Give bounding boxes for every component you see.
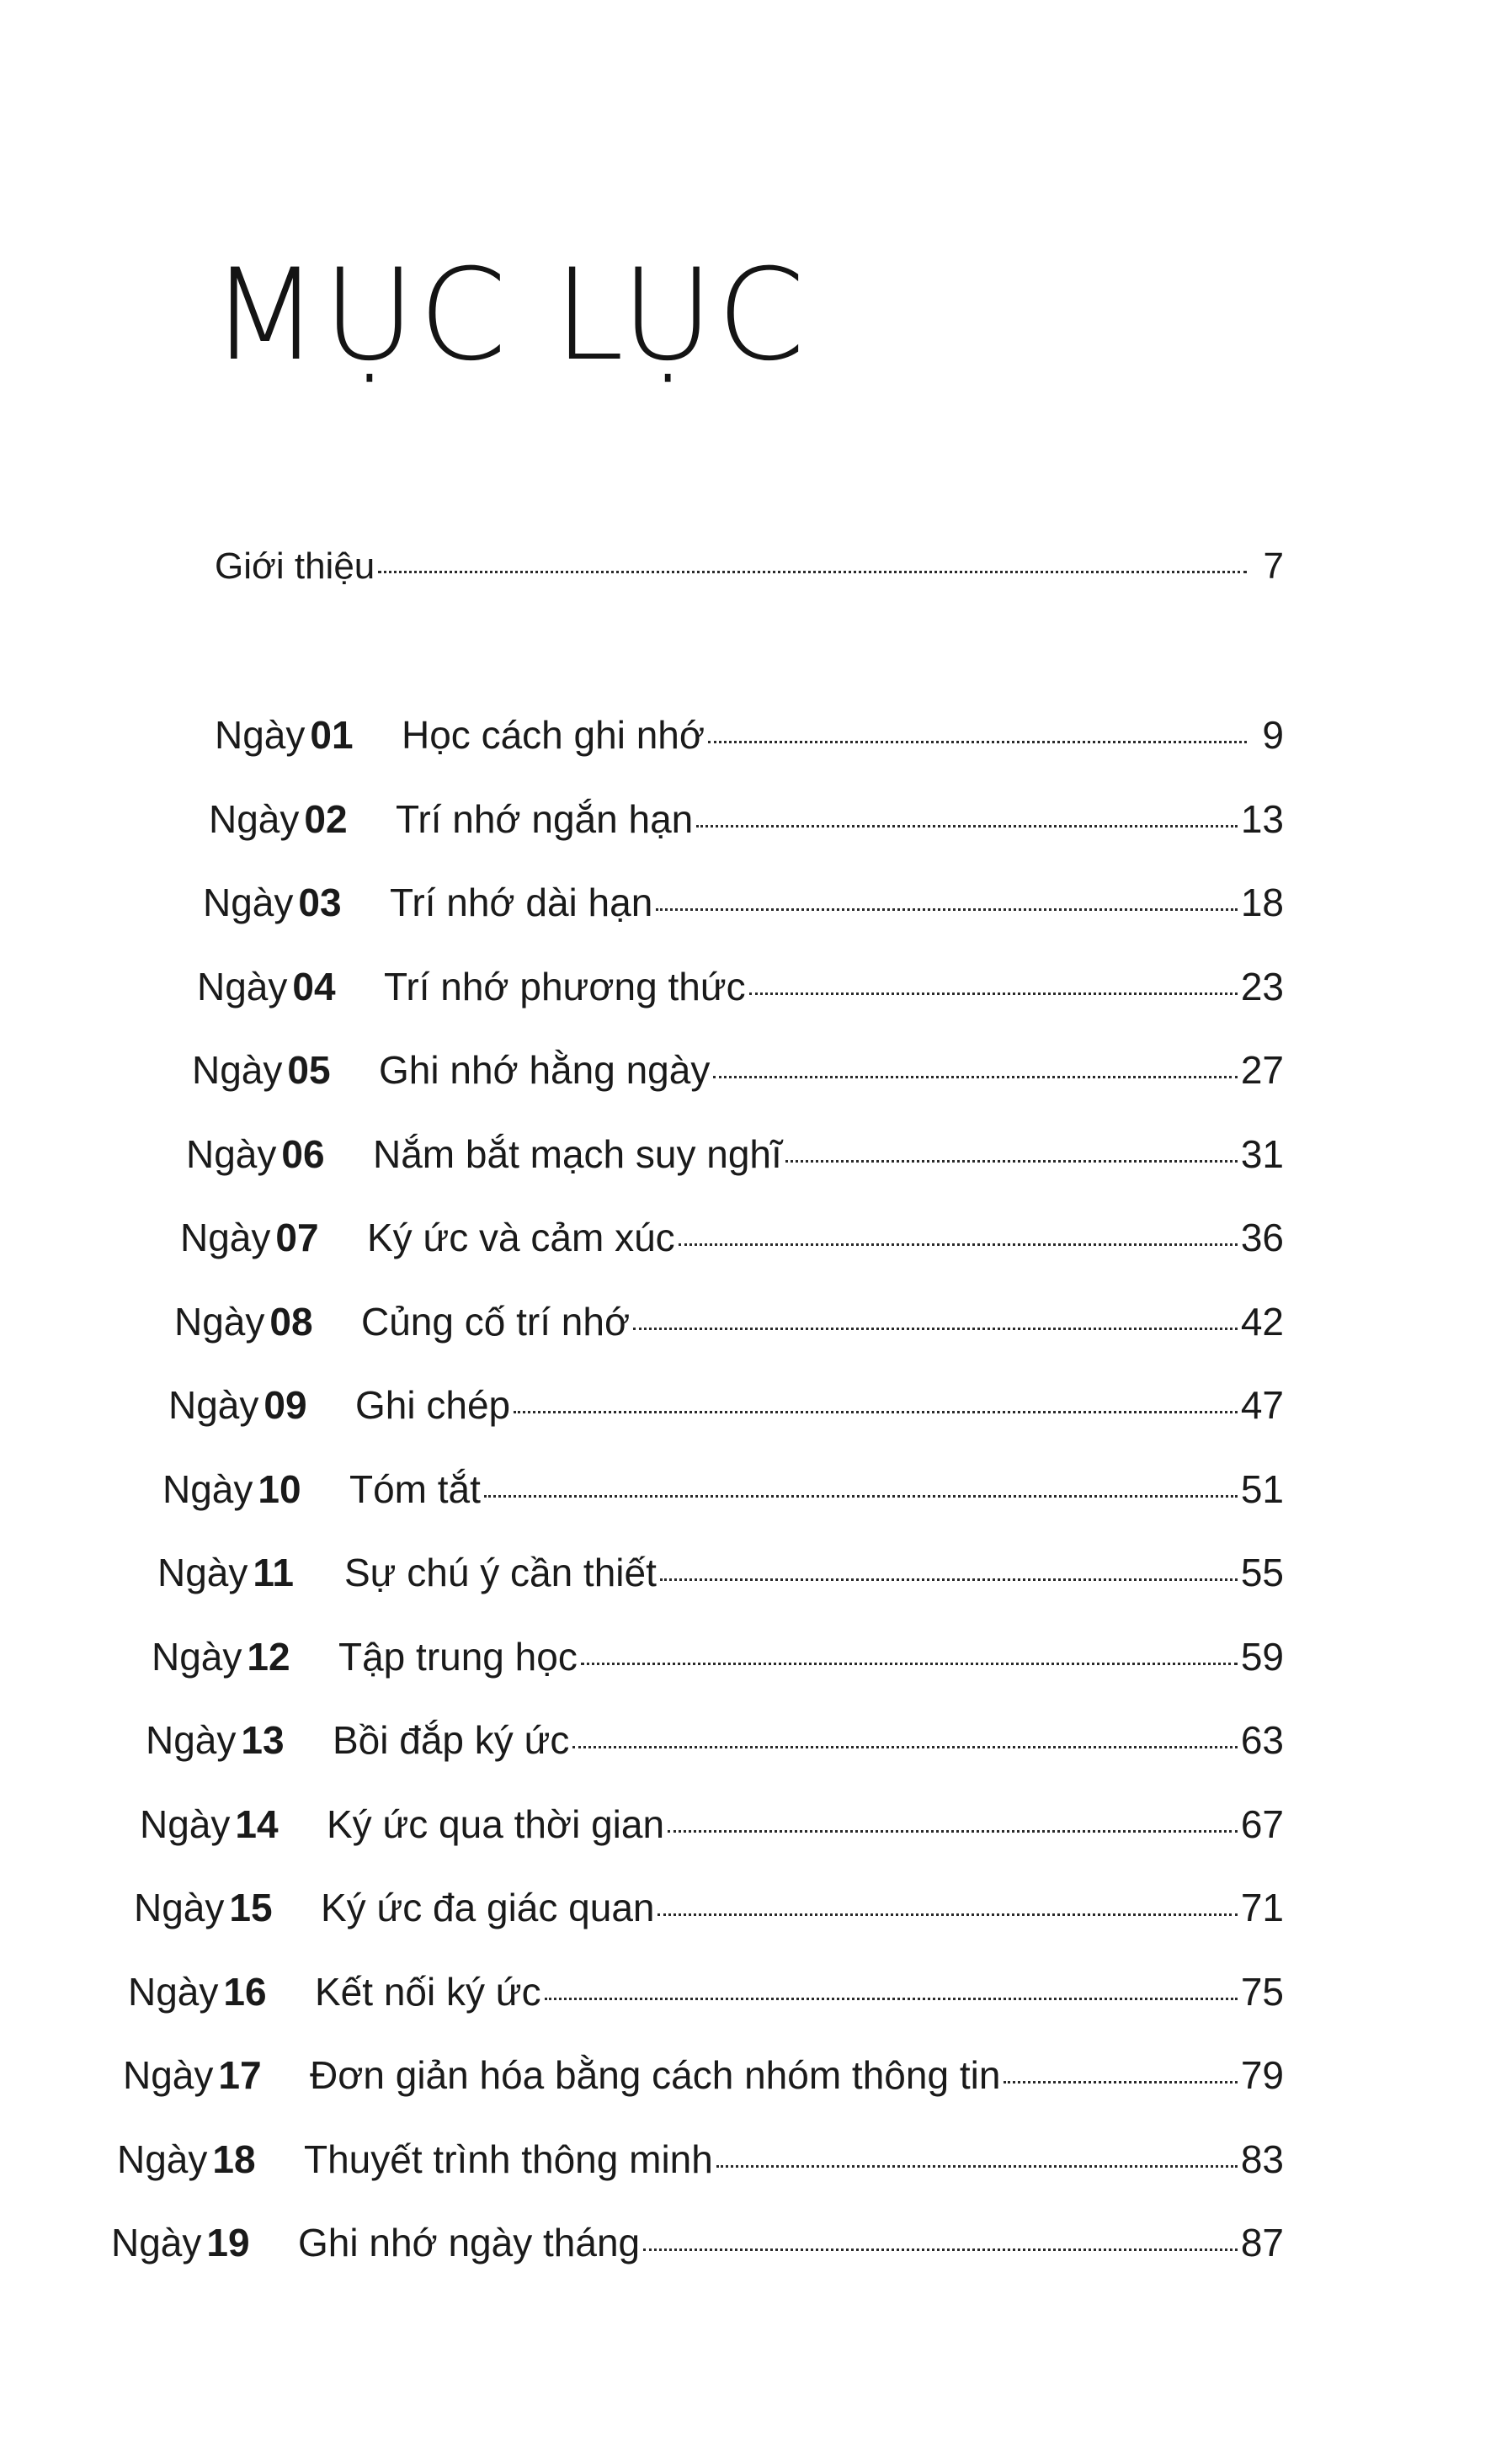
toc-entry[interactable]	[128, 1969, 1284, 2028]
dot-leader	[633, 1328, 1238, 1330]
chapter-title: Ghi chép	[355, 1383, 511, 1427]
page-number: 59	[1240, 1635, 1284, 1679]
day-label	[117, 2137, 304, 2182]
day-label	[123, 2052, 310, 2098]
page-number: 18	[1240, 881, 1284, 924]
day-label	[128, 1969, 315, 2014]
toc-entry[interactable]	[146, 1717, 1284, 1776]
page-number: 36	[1240, 1216, 1284, 1259]
toc-entry[interactable]	[157, 1550, 1284, 1609]
chapter-title: Trí nhớ ngắn hạn	[396, 797, 694, 841]
day-number: 04	[292, 965, 336, 1008]
toc-entry[interactable]	[174, 1299, 1284, 1358]
dot-leader	[679, 1243, 1238, 1246]
day-label	[174, 1299, 361, 1344]
day-number: 07	[275, 1216, 319, 1259]
page-number: 79	[1240, 2053, 1284, 2097]
day-word: Ngày	[134, 1886, 225, 1929]
day-label	[186, 1131, 373, 1177]
chapter-title: Thuyết trình thông minh	[304, 2137, 713, 2181]
day-word: Ngày	[186, 1132, 277, 1176]
dot-leader	[545, 1998, 1238, 2000]
page-title: MỤC LỤC	[210, 242, 809, 389]
dot-leader	[668, 1830, 1238, 1833]
dot-leader	[708, 741, 1247, 743]
page-number: 87	[1240, 2221, 1284, 2264]
chapter-title: Ghi nhớ hằng ngày	[379, 1048, 711, 1092]
day-label	[192, 1047, 379, 1093]
dot-leader	[1004, 2081, 1237, 2083]
day-label	[180, 1215, 367, 1260]
page-number: 83	[1240, 2137, 1284, 2181]
day-number: 16	[223, 1970, 267, 2014]
toc-entry[interactable]	[192, 1047, 1284, 1106]
day-label	[203, 880, 390, 925]
chapter-title: Ghi nhớ ngày tháng	[298, 2221, 641, 2264]
dot-leader	[713, 1076, 1237, 1078]
page-number: 71	[1240, 1886, 1284, 1929]
page-number: 55	[1240, 1551, 1284, 1594]
chapter-title: Trí nhớ dài hạn	[390, 881, 653, 924]
dot-leader	[716, 2165, 1238, 2168]
intro-page-number: 7	[1263, 545, 1284, 587]
toc-entry[interactable]	[180, 1215, 1284, 1274]
day-word: Ngày	[162, 1467, 253, 1511]
day-word: Ngày	[157, 1551, 248, 1594]
chapter-title: Trí nhớ phương thức	[384, 965, 746, 1008]
chapter-title: Nắm bắt mạch suy nghĩ	[373, 1132, 782, 1176]
chapter-title: Ký ức đa giác quan	[321, 1886, 655, 1929]
toc-entry[interactable]	[197, 964, 1284, 1023]
day-label	[146, 1717, 333, 1763]
chapter-title: Tóm tắt	[349, 1467, 481, 1511]
day-word: Ngày	[192, 1048, 283, 1092]
day-word: Ngày	[209, 797, 300, 841]
day-word: Ngày	[197, 965, 288, 1008]
dot-leader	[785, 1160, 1238, 1163]
day-number: 02	[304, 797, 348, 841]
chapter-title: Tập trung học	[338, 1635, 578, 1679]
toc-intro-entry[interactable]	[215, 545, 1284, 588]
dot-leader	[658, 1913, 1237, 1916]
toc-entry[interactable]	[209, 796, 1284, 855]
chapter-title: Sự chú ý cần thiết	[344, 1551, 657, 1594]
page-number: 51	[1240, 1467, 1284, 1511]
day-label	[197, 964, 384, 1009]
day-word: Ngày	[146, 1718, 237, 1762]
day-number: 18	[212, 2137, 256, 2181]
day-word: Ngày	[152, 1635, 242, 1679]
day-label	[134, 1885, 321, 1930]
chapter-title: Đơn giản hóa bằng cách nhóm thông tin	[310, 2053, 1001, 2097]
dot-leader	[696, 825, 1238, 828]
day-word: Ngày	[140, 1802, 231, 1846]
toc-entry[interactable]	[117, 2137, 1284, 2195]
dot-leader	[643, 2248, 1238, 2251]
toc-entry[interactable]	[215, 712, 1284, 771]
day-label	[152, 1634, 338, 1679]
toc-entry[interactable]	[162, 1466, 1284, 1525]
dot-leader	[484, 1495, 1238, 1498]
day-number: 17	[218, 2053, 262, 2097]
day-label	[162, 1466, 349, 1512]
page-number: 27	[1240, 1048, 1284, 1092]
chapter-title: Kết nối ký ức	[315, 1970, 541, 2014]
day-number: 13	[241, 1718, 285, 1762]
dot-leader	[656, 908, 1238, 911]
page-number: 42	[1240, 1300, 1284, 1344]
dot-leader	[749, 993, 1238, 995]
dot-leader	[660, 1578, 1238, 1581]
day-label	[168, 1382, 355, 1428]
dot-leader	[572, 1746, 1237, 1748]
toc-entry[interactable]	[140, 1801, 1284, 1860]
chapter-title: Ký ức qua thời gian	[327, 1802, 665, 1846]
intro-label: Giới thiệu	[215, 545, 375, 587]
day-word: Ngày	[180, 1216, 271, 1259]
day-label	[111, 2220, 298, 2265]
day-label	[140, 1801, 327, 1847]
day-label	[209, 796, 396, 842]
chapter-title: Học cách ghi nhớ	[402, 713, 705, 757]
day-word: Ngày	[215, 713, 306, 757]
day-label	[157, 1550, 344, 1595]
day-number: 03	[298, 881, 342, 924]
day-number: 10	[258, 1467, 301, 1511]
chapter-title: Bồi đắp ký ức	[333, 1718, 570, 1762]
toc-entry[interactable]	[168, 1382, 1284, 1441]
day-word: Ngày	[203, 881, 294, 924]
day-word: Ngày	[111, 2221, 202, 2264]
page-number: 75	[1240, 1970, 1284, 2014]
day-number: 15	[229, 1886, 273, 1929]
day-number: 01	[310, 713, 354, 757]
toc-entry[interactable]	[203, 880, 1284, 939]
day-word: Ngày	[128, 1970, 219, 2014]
page-number: 9	[1262, 713, 1284, 757]
dot-leader	[514, 1411, 1238, 1413]
page-number: 63	[1240, 1718, 1284, 1762]
page-number: 23	[1240, 965, 1284, 1008]
toc-entry[interactable]	[123, 2052, 1284, 2111]
day-number: 05	[287, 1048, 331, 1092]
chapter-title: Củng cố trí nhớ	[361, 1300, 631, 1344]
toc-entry[interactable]	[111, 2220, 1284, 2279]
day-number: 12	[247, 1635, 290, 1679]
day-number: 11	[253, 1551, 295, 1594]
day-number: 06	[281, 1132, 325, 1176]
page-number: 67	[1240, 1802, 1284, 1846]
toc-entry[interactable]	[186, 1131, 1284, 1190]
day-number: 08	[269, 1300, 313, 1344]
day-number: 19	[206, 2221, 250, 2264]
dot-leader	[581, 1663, 1238, 1665]
dot-leader	[378, 571, 1247, 573]
toc-entry[interactable]	[152, 1634, 1284, 1693]
page-number: 47	[1240, 1383, 1284, 1427]
page-number: 13	[1240, 797, 1284, 841]
day-label	[215, 712, 402, 758]
day-number: 09	[264, 1383, 307, 1427]
day-word: Ngày	[123, 2053, 214, 2097]
day-number: 14	[235, 1802, 279, 1846]
chapter-title: Ký ức và cảm xúc	[367, 1216, 675, 1259]
toc-entry[interactable]	[134, 1885, 1284, 1944]
day-word: Ngày	[168, 1383, 259, 1427]
page-number: 31	[1240, 1132, 1284, 1176]
day-word: Ngày	[117, 2137, 208, 2181]
day-word: Ngày	[174, 1300, 265, 1344]
